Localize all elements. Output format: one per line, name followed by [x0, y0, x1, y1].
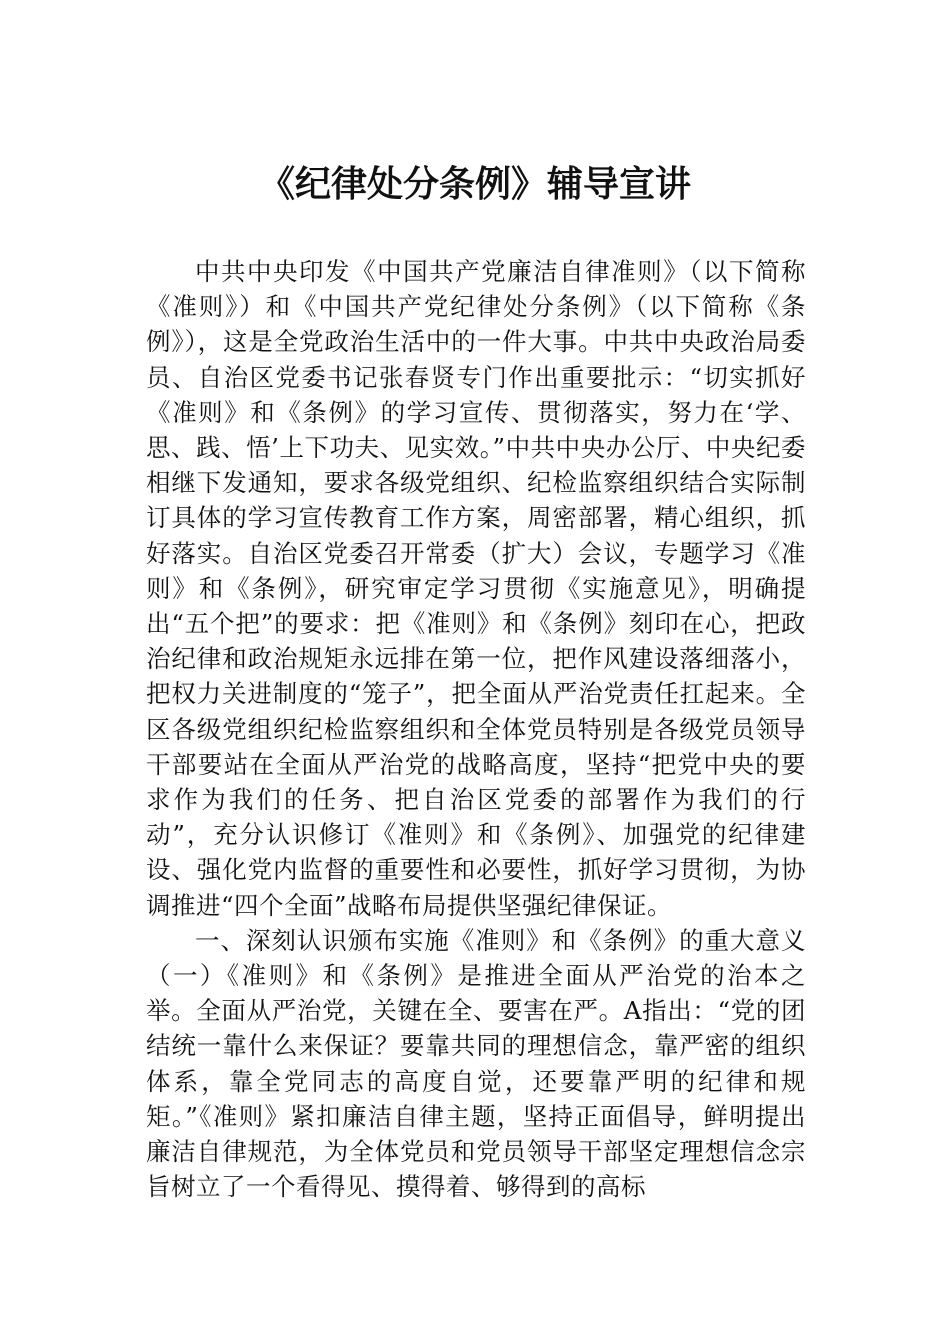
paragraph-section-one: 一、深刻认识颁布实施《准则》和《条例》的重大意义（一）《准则》和《条例》是推进全面从严治党的治本之举。全面从严治党，关键在全、要害在严。A指出：“党的团结统一靠什么来保证？要靠共同的理想信念，靠严密的组织体系，靠全党同志的高度自觉，还要靠严明的纪律和规矩。”《准则》紧扣廉洁自律主题，坚持正面倡导，鲜明提出廉洁自律规范，为全体党员和党员领导干部坚定理想信念宗旨树立了一个看得见、摸得着、够得到的高标 [146, 925, 806, 1202]
document-body [146, 254, 806, 1204]
paragraph-intro: 中共中央印发《中国共产党廉洁自律准则》（以下简称《准则》）和《中国共产党纪律处分条例》（以下简称《条例》），这是全党政治生活中的一件大事。中共中央政治局委员、自治区党委书记张春贤专门作出重要批示：“切实抓好《准则》和《条例》的学习宣传、贯彻落实，努力在‘学、思、践、悟’上下功夫、见实效。”中共中央办公厅、中央纪委相继下发通知，要求各级党组织、纪检监察组织结合实际制订具体的学习宣传教育工作方案，周密部署，精心组织，抓好落实。自治区党委召开常委（扩大）会议，专题学习《准则》和《条例》，研究审定学习贯彻《实施意见》，明确提出“五个把”的要求：把《准则》和《条例》刻印在心，把政治纪律和政治规矩永远排在第一位，把作风建设落细落小，把权力关进制度的“笼子”，把全面从严治党责任扛起来。全区各级党组织纪检监察组织和全体党员特别是各级党员领导干部要站在全面从严治党的战略高度，坚持“把党中央的要求作为我们的任务、把自治区党委的部署作为我们的行动”，充分认识修订《准则》和《条例》、加强党的纪律建设、强化党内监督的重要性和必要性，抓好学习贯彻，为协调推进“四个全面”战略布局提供坚强纪律保证。 [146, 257, 806, 920]
document-title: 《纪律处分条例》辅导宣讲 [258, 163, 691, 205]
